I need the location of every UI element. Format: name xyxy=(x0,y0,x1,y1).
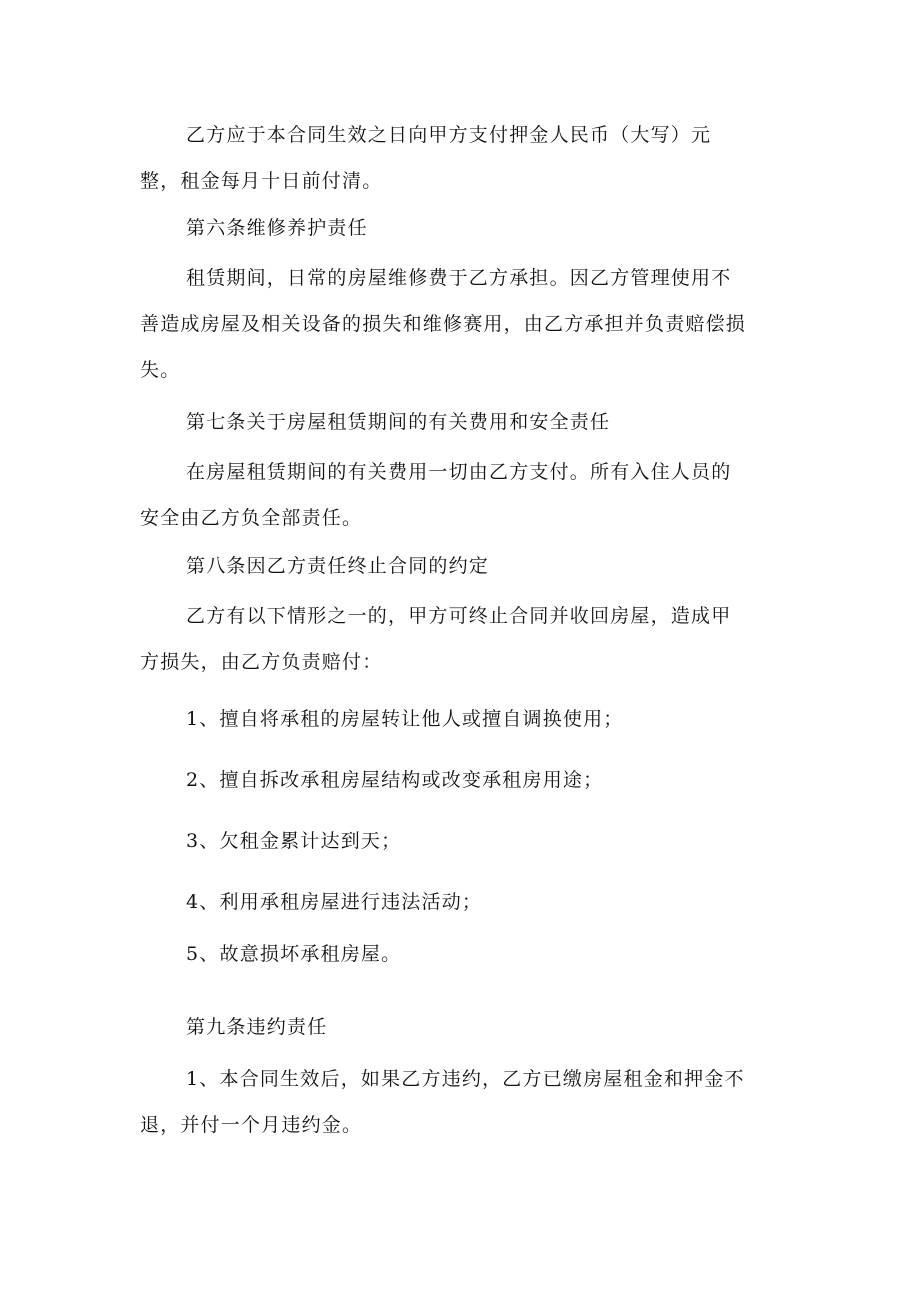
article-7-heading xyxy=(140,399,780,445)
article-8-line-1: 乙方有以下情形之一的，甲方可终止合同并收回房屋，造成甲 xyxy=(186,605,732,627)
article-8-title: 第八条因乙方责任终止合同的约定 xyxy=(186,555,490,577)
article-8-paragraph xyxy=(140,593,780,685)
article-6-title: 第六条维修养护责任 xyxy=(186,217,368,239)
list-item: 5、故意损坏承租房屋。 xyxy=(186,943,402,965)
article-8-item-5 xyxy=(140,931,780,977)
list-item: 3、欠租金累计达到天； xyxy=(186,830,402,852)
list-item: 4、利用承租房屋进行违法活动； xyxy=(186,891,483,913)
article-6-line-2: 善造成房屋及相关设备的损失和维修赛用，由乙方承担并负责赔偿损 xyxy=(140,313,747,335)
article-9-line-1: 1、本合同生效后，如果乙方违约，乙方已缴房屋租金和押金不 xyxy=(186,1068,745,1090)
deposit-line-1: 乙方应于本合同生效之日向甲方支付押金人民币（大写）元 xyxy=(186,124,712,146)
list-item: 1、擅自将承租的房屋转让他人或擅自调换使用； xyxy=(186,708,624,730)
article-9-line-2: 退，并付一个月违约金。 xyxy=(140,1114,363,1136)
article-7-line-1: 在房屋租赁期间的有关费用一切由乙方支付。所有入住人员的 xyxy=(186,461,732,483)
article-6-paragraph xyxy=(140,255,780,393)
article-7-title: 第七条关于房屋租赁期间的有关费用和安全责任 xyxy=(186,411,611,433)
deposit-paragraph xyxy=(140,112,780,204)
list-item: 2、擅自拆改承租房屋结构或改变承租房用途； xyxy=(186,769,604,791)
article-8-line-2: 方损失，由乙方负责赔付： xyxy=(140,651,383,673)
article-6-line-1: 租赁期间，日常的房屋维修费于乙方承担。因乙方管理使用不 xyxy=(186,267,732,289)
article-6-heading xyxy=(140,205,780,251)
article-8-item-1 xyxy=(140,696,780,742)
article-9-heading xyxy=(140,1004,780,1050)
deposit-line-2: 整，租金每月十日前付清。 xyxy=(140,170,383,192)
article-9-paragraph xyxy=(140,1056,780,1148)
article-8-heading xyxy=(140,543,780,589)
article-8-item-2 xyxy=(140,757,780,803)
article-7-paragraph xyxy=(140,449,780,541)
article-8-item-4 xyxy=(140,879,780,925)
article-9-title: 第九条违约责任 xyxy=(186,1016,328,1038)
article-8-item-3 xyxy=(140,818,780,864)
article-6-line-3: 失。 xyxy=(140,359,181,381)
article-7-line-2: 安全由乙方负全部责任。 xyxy=(140,507,363,529)
